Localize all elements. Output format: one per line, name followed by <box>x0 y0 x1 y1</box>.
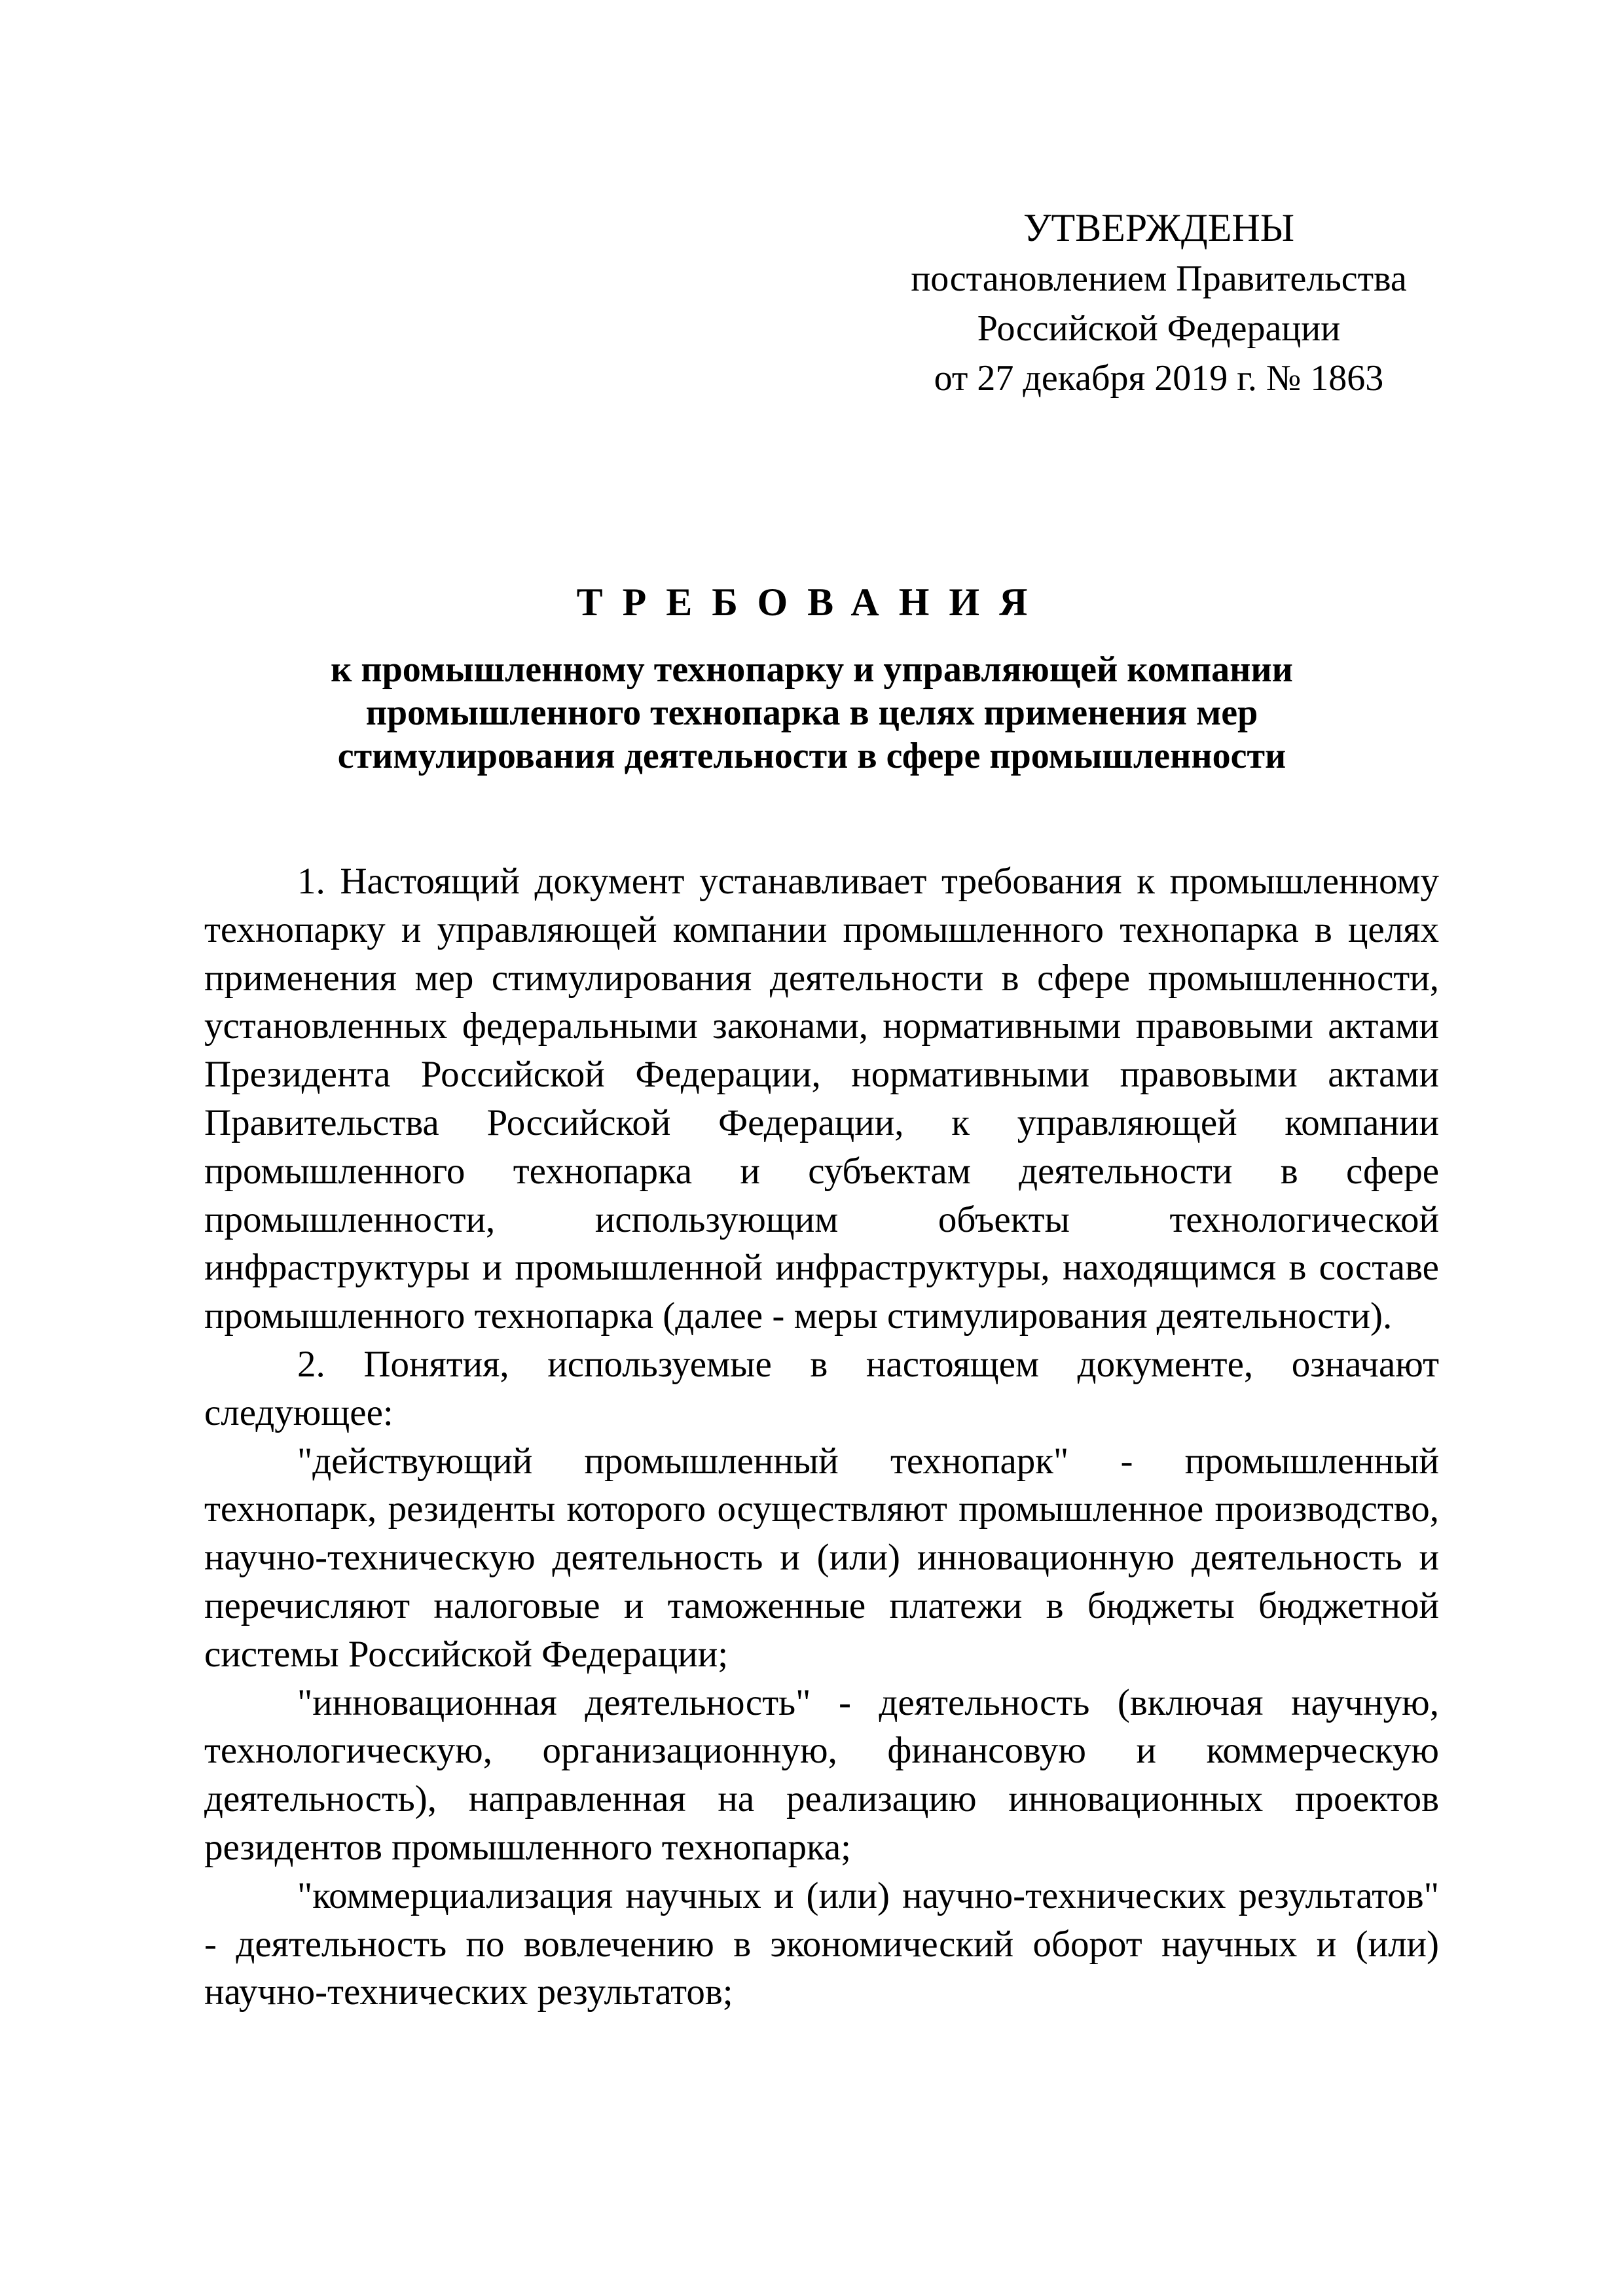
approval-line-government: Российской Федерации <box>977 308 1341 349</box>
approval-line-date-number: от 27 декабря 2019 г. № 1863 <box>934 358 1384 399</box>
definition-innovation-activity: "инновационная деятельность" - деятельность (включая научную, технологическую, организационную, финансовую и коммерческую деятельность), направленная на реализацию инновационных проектов резидентов промышленного технопарка; <box>204 1681 1439 1868</box>
subtitle-line: к промышленному технопарку и управляющей компании <box>331 649 1293 690</box>
document-subtitle <box>196 648 1427 778</box>
document-title-block <box>196 576 1427 778</box>
subtitle-line: промышленного технопарка в целях применения мер <box>365 692 1258 733</box>
paragraph-item-2: 2. Понятия, используемые в настоящем документе, означают следующее: <box>204 1343 1439 1433</box>
approval-stamp-block <box>871 203 1447 403</box>
definition-commercialization: "коммерциализация научных и (или) научно-технических результатов" - деятельность по вовлечению в экономический оборот научных и (или) научно-технических результатов; <box>204 1874 1439 2013</box>
document-body <box>204 857 1439 2017</box>
approved-label: УТВЕРЖДЕНЫ <box>1023 206 1295 249</box>
approval-line-resolution: постановлением Правительства <box>911 259 1407 299</box>
paragraph-item-1: 1. Настоящий документ устанавливает требования к промышленному технопарку и управляющей компании промышленного технопарка в целях применения мер стимулирования деятельности в сфере промышленности, установленных федеральными законами, нормативными правовыми актами Президента Российской Федерации, нормативными правовыми актами Правительства Российской Федерации, к управляющей компании промышленного технопарка и субъектам деятельности в сфере промышленности, использующим объекты технологической инфраструктуры и промышленной инфраструктуры, находящимся в составе промышленного технопарка (далее - меры стимулирования деятельности). <box>204 861 1439 1337</box>
definition-active-technopark: "действующий промышленный технопарк" - промышленный технопарк, резиденты которого осуществляют промышленное производство, научно-техническую деятельность и (или) инновационную деятельность и перечисляют налоговые и таможенные платежи в бюджеты бюджетной системы Российской Федерации; <box>204 1440 1439 1675</box>
subtitle-line: стимулирования деятельности в сфере промышленности <box>337 736 1286 776</box>
document-title: ТРЕБОВАНИЯ <box>576 581 1048 624</box>
